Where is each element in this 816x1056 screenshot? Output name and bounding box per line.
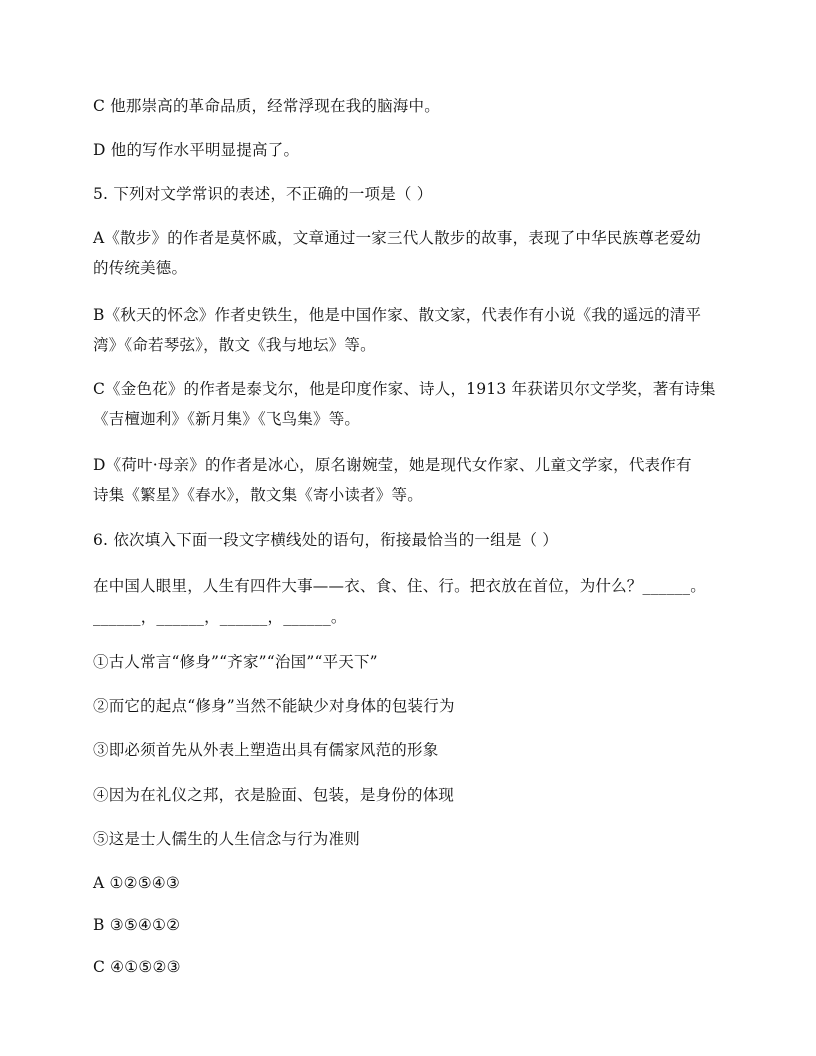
q5-option-d-line-1: D《荷叶·母亲》的作者是冰心，原名谢婉莹，她是现代女作家、儿童文学家，代表作有 [93, 456, 692, 474]
q6-option-b: B ③⑤④①② [93, 916, 181, 934]
option-d-sentence: D 他的写作水平明显提高了。 [93, 141, 300, 159]
q6-option-c: C ④①⑤②③ [93, 958, 181, 976]
q5-option-c-line-2: 《吉檀迦利》《新月集》《飞鸟集》等。 [93, 410, 361, 428]
q6-sentence-3: ③即必须首先从外表上塑造出具有儒家风范的形象 [93, 741, 439, 759]
q6-option-a: A ①②⑤④③ [93, 874, 180, 892]
q5-option-b-line-1: B《秋天的怀念》作者史铁生，他是中国作家、散文家，代表作有小说《我的遥远的清平 [93, 306, 702, 324]
question-6-stem: 6. 依次填入下面一段文字横线处的语句，衔接最恰当的一组是（ ） [93, 531, 559, 549]
q5-option-b-line-2: 湾》《命若琴弦》，散文《我与地坛》等。 [93, 336, 376, 354]
q5-option-c-line-1: C《金色花》的作者是泰戈尔，他是印度作家、诗人，1913 年获诺贝尔文学奖，著有诗集 [93, 380, 716, 398]
q6-sentence-2: ②而它的起点“修身”当然不能缺少对身体的包装行为 [93, 697, 455, 715]
q6-sentence-4: ④因为在礼仪之邦，衣是脸面、包装，是身份的体现 [93, 786, 455, 804]
option-c-sentence: C 他那崇高的革命品质，经常浮现在我的脑海中。 [93, 97, 440, 115]
question-5-stem: 5. 下列对文学常识的表述，不正确的一项是（ ） [93, 185, 433, 203]
q5-option-a-line-2: 的传统美德。 [93, 259, 188, 277]
q6-passage-line-1: 在中国人眼里，人生有四件大事——衣、食、住、行。把衣放在首位，为什么？______。 [93, 577, 706, 595]
q6-sentence-5: ⑤这是士人儒生的人生信念与行为准则 [93, 830, 360, 848]
q6-sentence-1: ①古人常言“修身”“齐家”“治国”“平天下” [93, 653, 378, 671]
q5-option-a-line-1: A《散步》的作者是莫怀戚，文章通过一家三代人散步的故事，表现了中华民族尊老爱幼 [93, 229, 701, 247]
q6-passage-line-2: ______，______，______，______。 [93, 608, 347, 626]
q5-option-d-line-2: 诗集《繁星》《春水》，散文集《寄小读者》等。 [93, 486, 423, 504]
